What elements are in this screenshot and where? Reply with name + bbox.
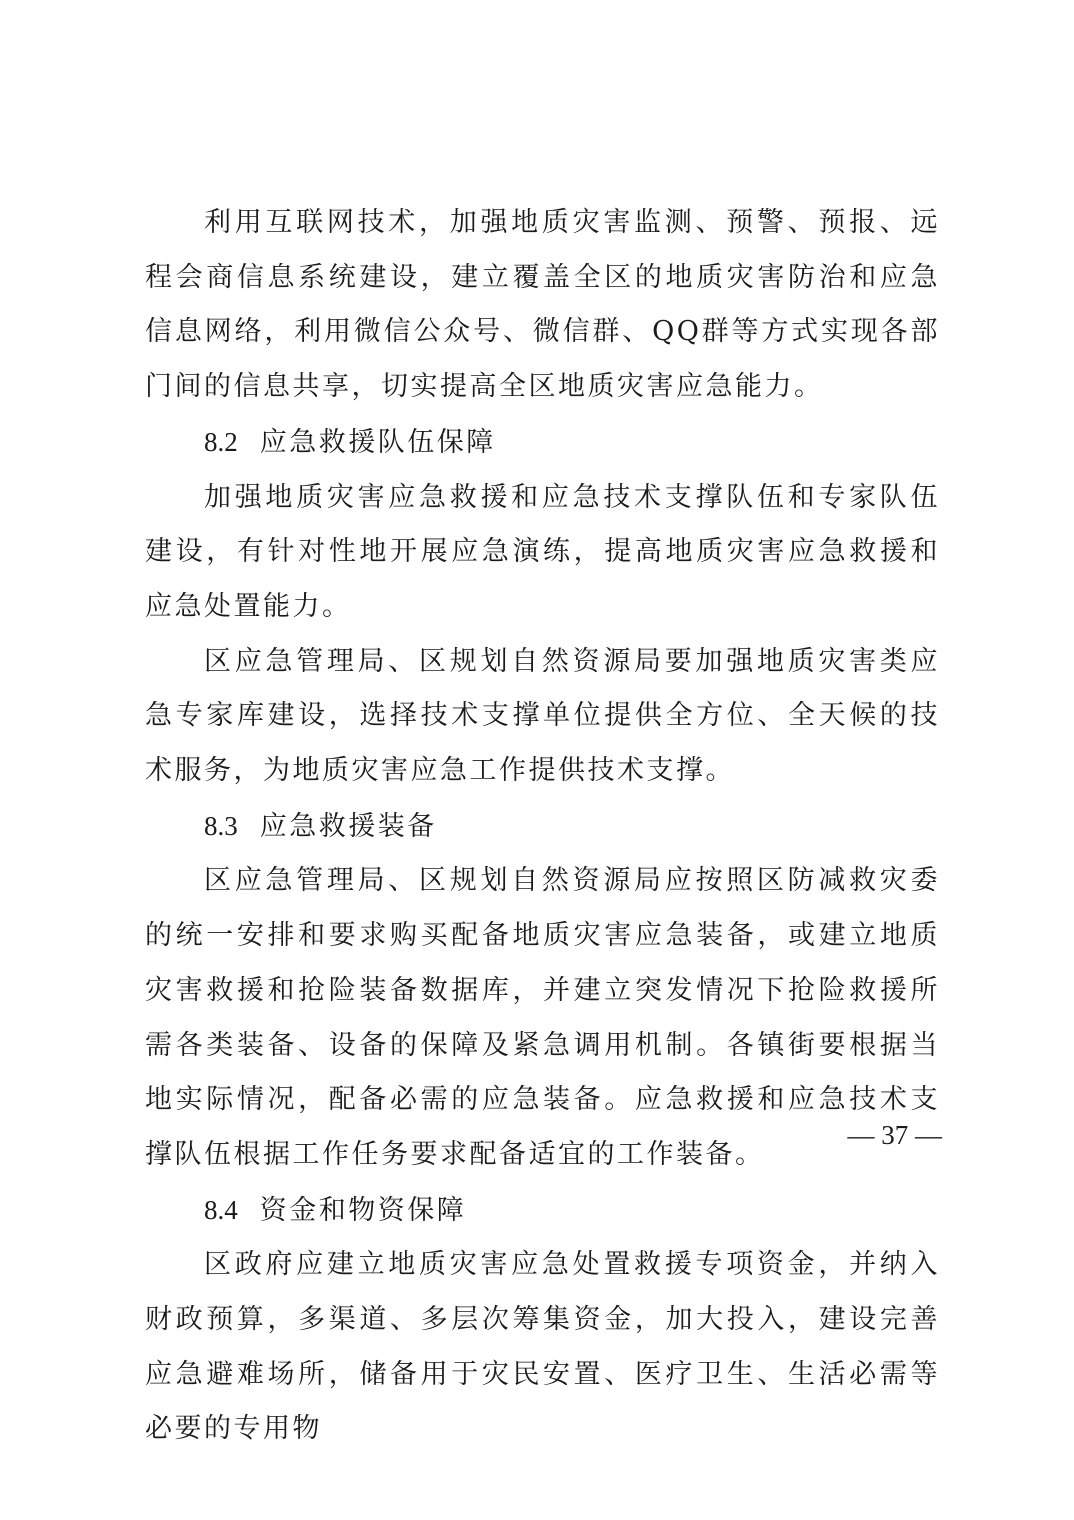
paragraph-expert-library: 区应急管理局、区规划自然资源局要加强地质灾害类应急专家库建设，选择技术支撑单位提供全方位、全天候的技术服务，为地质灾害应急工作提供技术支撑。: [145, 645, 940, 787]
section-title: 应急救援队伍保障: [259, 426, 496, 458]
section-title: 应急救援装备: [259, 810, 437, 842]
section-heading-8-2: [145, 415, 940, 471]
paragraph-rescue-equipment: 区应急管理局、区规划自然资源局应按照区防减救灾委的统一安排和要求购买配备地质灾害应急装备，或建立地质灾害救援和抢险装备数据库，并建立突发情况下抢险救援所需各类装备、设备的保障及紧急调用机制。各镇街要根据当地实际情况，配备必需的应急装备。应急救援和应急技术支撑队伍根据工作任务要求配备适宜的工作装备。: [145, 865, 940, 1170]
section-number: 8.4: [204, 1194, 238, 1225]
document-body: [145, 196, 940, 1457]
paragraph-funding: 区政府应建立地质灾害应急处置救援专项资金，并纳入财政预算，多渠道、多层次筹集资金，加大投入，建设完善应急避难场所，储备用于灾民安置、医疗卫生、生活必需等必要的专用物: [145, 1249, 940, 1445]
section-heading-8-3: [145, 799, 940, 855]
paragraph-rescue-team: 加强地质灾害应急救援和应急技术支撑队伍和专家队伍建设，有针对性地开展应急演练，提高地质灾害应急救援和应急处置能力。: [145, 481, 940, 622]
section-number: 8.2: [204, 426, 238, 457]
section-number: 8.3: [204, 810, 238, 841]
page-number: — 37 —: [847, 1120, 942, 1150]
section-title: 资金和物资保障: [259, 1194, 467, 1226]
section-heading-8-4: [145, 1183, 940, 1239]
paragraph-internet-tech: 利用互联网技术，加强地质灾害监测、预警、预报、远程会商信息系统建设，建立覆盖全区的地质灾害防治和应急信息网络，利用微信公众号、微信群、QQ群等方式实现各部门间的信息共享，切实提高全区地质灾害应急能力。: [145, 207, 940, 403]
